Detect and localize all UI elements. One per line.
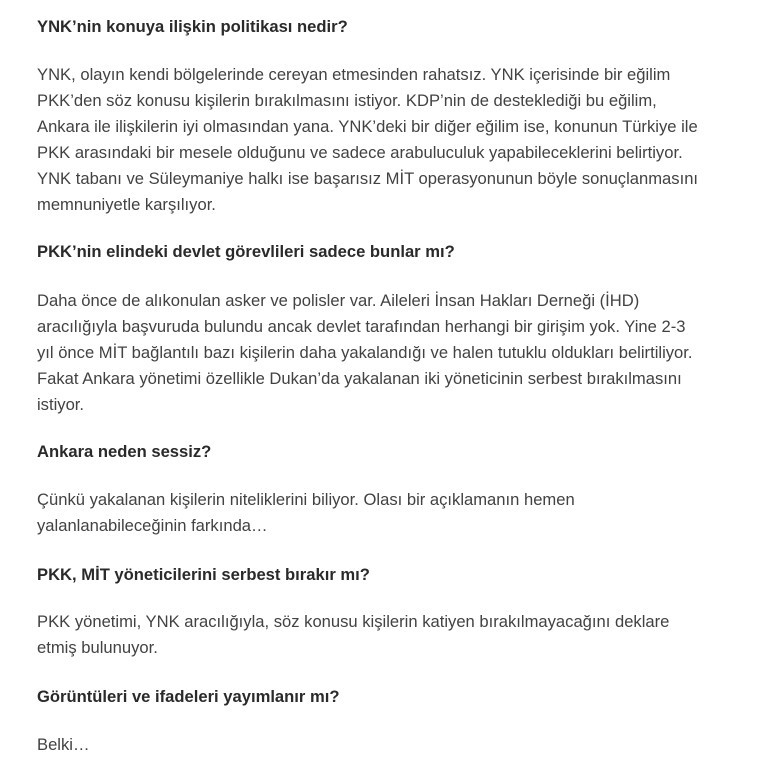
section-question: YNK’nin konuya ilişkin politikası nedir? <box>37 17 348 36</box>
section-answer <box>37 609 737 661</box>
answer-line: Ankara ile ilişkilerin iyi olmasından yana. YNK’deki bir diğer eğilim ise, konunun Türkiye ile <box>37 117 698 136</box>
section-answer <box>37 288 737 418</box>
answer-line: PKK yönetimi, YNK aracılığıyla, söz konusu kişilerin katiyen bırakılmayacağını deklare <box>37 612 670 631</box>
section-question: PKK, MİT yöneticilerini serbest bırakır mı? <box>37 565 370 584</box>
qa-section <box>37 684 737 710</box>
qa-answer <box>37 487 737 539</box>
qa-section <box>37 562 737 588</box>
qa-section <box>37 439 737 465</box>
answer-line: istiyor. <box>37 395 85 414</box>
answer-line: PKK’den söz konusu kişilerin bırakılmasını istiyor. KDP’nin de desteklediği bu eğilim, <box>37 91 657 110</box>
qa-answer <box>37 609 737 661</box>
section-answer <box>37 732 737 758</box>
answer-line: PKK arasındaki bir mesele olduğunu ve sadece arabuluculuk yapabileceklerini belirtiyor. <box>37 143 683 162</box>
answer-line: yıl önce MİT bağlantılı bazı kişilerin daha yakalandığı ve halen tutuklu oldukları belirtiliyor. <box>37 343 693 362</box>
answer-line: Çünkü yakalanan kişilerin niteliklerini biliyor. Olası bir açıklamanın hemen <box>37 490 575 509</box>
answer-line: aracılığıyla başvuruda bulundu ancak devlet tarafından herhangi bir girişim yok. Yine 2-3 <box>37 317 686 336</box>
section-question: Ankara neden sessiz? <box>37 442 212 461</box>
answer-line: yalanlanabileceğinin farkında… <box>37 516 268 535</box>
answer-line: Daha önce de alıkonulan asker ve polisler var. Aileleri İnsan Hakları Derneği (İHD) <box>37 291 640 310</box>
answer-line: YNK tabanı ve Süleymaniye halkı ise başarısız MİT operasyonunun böyle sonuçlanmasını <box>37 169 699 188</box>
qa-answer <box>37 288 737 418</box>
qa-section <box>37 239 737 265</box>
qa-answer <box>37 732 737 758</box>
qa-section <box>37 14 737 40</box>
answer-line: Fakat Ankara yönetimi özellikle Dukan’da yakalanan iki yöneticinin serbest bırakılmasını <box>37 369 682 388</box>
section-question: PKK’nin elindeki devlet görevlileri sadece bunlar mı? <box>37 242 455 261</box>
section-question: Görüntüleri ve ifadeleri yayımlanır mı? <box>37 687 340 706</box>
answer-line: Belki… <box>37 735 90 754</box>
section-answer <box>37 487 737 539</box>
section-answer <box>37 62 737 218</box>
answer-line: memnuniyetle karşılıyor. <box>37 195 216 214</box>
answer-line: etmiş bulunuyor. <box>37 638 158 657</box>
qa-answer <box>37 62 737 218</box>
answer-line: YNK, olayın kendi bölgelerinde cereyan etmesinden rahatsız. YNK içerisinde bir eğilim <box>37 65 671 84</box>
